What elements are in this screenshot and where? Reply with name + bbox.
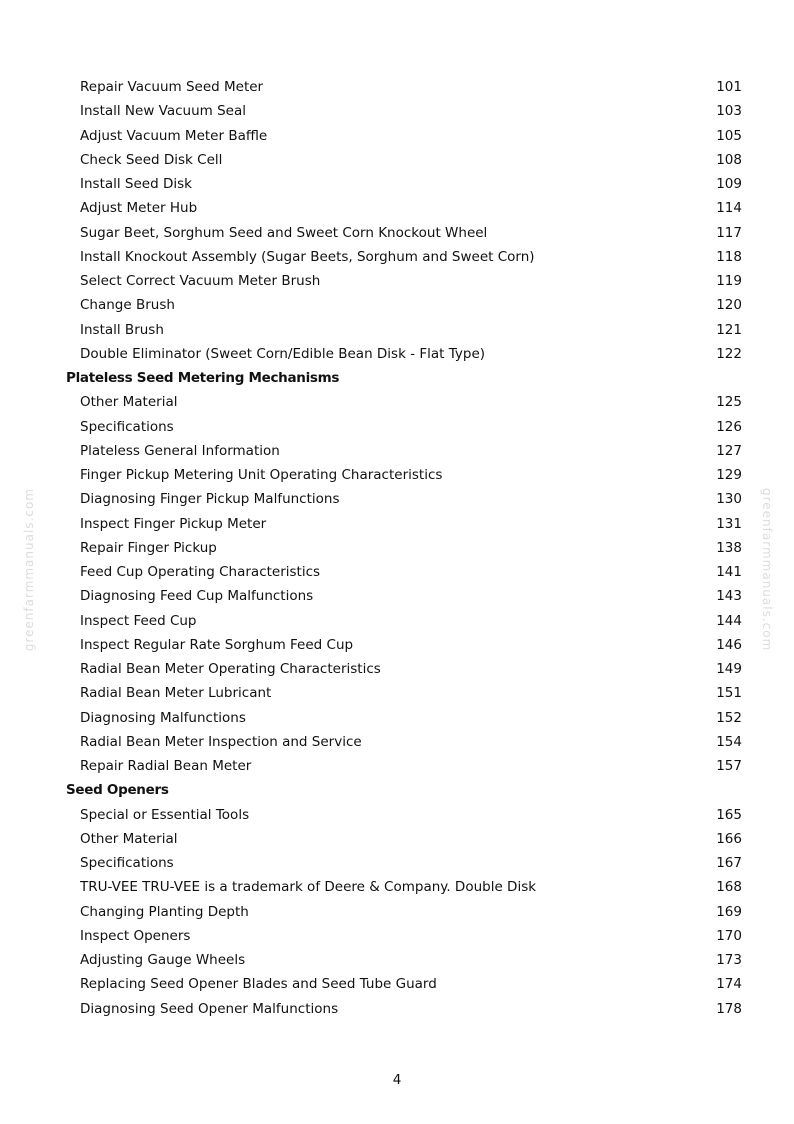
toc-entry-page: 126 (716, 418, 742, 435)
toc-entry-page: 127 (716, 442, 742, 459)
toc-entry-page: 169 (716, 903, 742, 920)
toc-entry (0, 318, 794, 342)
toc-entry-page: 144 (716, 612, 742, 629)
toc-entry (0, 827, 794, 851)
toc-entry-title: Diagnosing Malfunctions (80, 709, 246, 726)
toc-entry-title: Plateless General Information (80, 442, 280, 459)
toc-entry-title: Select Correct Vacuum Meter Brush (80, 273, 321, 289)
toc-entry (0, 706, 794, 730)
toc-entry (0, 124, 794, 148)
toc-entry-page: 165 (716, 806, 742, 823)
toc-entry-page: 178 (716, 1000, 742, 1017)
toc-entry-page: 149 (716, 661, 742, 677)
toc-entry-title: Inspect Openers (80, 927, 191, 944)
toc-entry-title: Radial Bean Meter Operating Characteristics (80, 661, 381, 677)
toc-entry-title: Repair Finger Pickup (80, 539, 217, 556)
toc-entry-title: Install Seed Disk (80, 176, 192, 192)
toc-entry-title: Double Eliminator (Sweet Corn/Edible Bean Disk - Flat Type) (80, 345, 486, 362)
toc-entry-page: 125 (716, 394, 742, 411)
toc-entry-title: Other Material (80, 394, 178, 411)
toc-entry-title: Diagnosing Feed Cup Malfunctions (80, 588, 314, 605)
toc-entry (0, 803, 794, 827)
toc-entry-page: 109 (716, 176, 742, 192)
toc-entry-page: 121 (716, 321, 742, 338)
toc-entry (0, 148, 794, 172)
toc-entry (0, 972, 794, 996)
toc-entry (0, 924, 794, 948)
toc-entry (0, 390, 794, 414)
toc-entry-title: Repair Radial Bean Meter (80, 758, 252, 774)
toc-entry-title: Install Brush (80, 321, 164, 338)
toc-entry-title: Inspect Finger Pickup Meter (80, 515, 267, 532)
toc-entry (0, 245, 794, 269)
toc-entry-page: 157 (716, 758, 742, 774)
toc-entry (0, 851, 794, 875)
watermark-left: greenfarmmanuals.com (22, 488, 36, 652)
toc-entry-page: 118 (716, 248, 742, 265)
toc-entry-title: Sugar Beet, Sorghum Seed and Sweet Corn Knockout Wheel (80, 224, 488, 241)
toc-entry-page: 174 (716, 976, 742, 993)
toc-entry-title: Special or Essential Tools (80, 806, 250, 823)
toc-entry (0, 633, 794, 657)
toc-entry-page: 141 (716, 564, 742, 580)
toc-entry-page: 154 (716, 733, 742, 750)
toc-entry-page: 101 (716, 79, 742, 95)
toc-entry-title: Change Brush (80, 297, 175, 314)
toc-entry-title: Radial Bean Meter Inspection and Service (80, 733, 362, 750)
page-number: 4 (392, 1072, 402, 1088)
toc-entry (0, 75, 794, 99)
toc-entry (0, 657, 794, 681)
toc-entry (0, 875, 794, 899)
toc-entry-title: Diagnosing Seed Opener Malfunctions (80, 1000, 339, 1017)
toc-entry-title: Inspect Regular Rate Sorghum Feed Cup (80, 636, 354, 653)
toc-entry (0, 439, 794, 463)
table-of-contents (0, 75, 794, 1021)
toc-entry-title: Finger Pickup Metering Unit Operating Characteristics (80, 467, 443, 483)
toc-entry (0, 487, 794, 511)
toc-entry-page: 105 (716, 127, 742, 144)
toc-entry-title: TRU-VEE TRU-VEE is a trademark of Deere & Company. Double Disk (80, 879, 537, 896)
toc-entry (0, 342, 794, 366)
toc-entry (0, 536, 794, 560)
toc-entry-page: 114 (716, 200, 742, 217)
toc-section-heading (0, 778, 794, 802)
toc-entry-title: Changing Planting Depth (80, 903, 249, 920)
toc-entry-page: 103 (716, 103, 742, 120)
toc-entry-title: Check Seed Disk Cell (80, 151, 223, 168)
toc-entry-page: 129 (716, 467, 742, 483)
toc-entry-page: 151 (716, 685, 742, 702)
toc-entry (0, 293, 794, 317)
toc-entry (0, 997, 794, 1021)
toc-entry-page: 143 (716, 588, 742, 605)
toc-entry (0, 681, 794, 705)
toc-entry-page: 170 (716, 927, 742, 944)
toc-entry-page: 119 (716, 273, 742, 289)
toc-entry (0, 196, 794, 220)
toc-entry (0, 948, 794, 972)
toc-entry (0, 730, 794, 754)
toc-entry-page: 108 (716, 151, 742, 168)
toc-entry-title: Radial Bean Meter Lubricant (80, 685, 272, 702)
toc-entry-page: 167 (716, 855, 742, 871)
toc-entry (0, 900, 794, 924)
toc-entry-title: Replacing Seed Opener Blades and Seed Tube Guard (80, 976, 437, 993)
toc-entry (0, 99, 794, 123)
toc-entry-title: Diagnosing Finger Pickup Malfunctions (80, 491, 340, 508)
toc-entry-title: Specifications (80, 855, 174, 871)
toc-entry (0, 584, 794, 608)
toc-entry-page: 168 (716, 879, 742, 896)
toc-entry (0, 754, 794, 778)
toc-entry-title: Specifications (80, 418, 174, 435)
toc-entry-title: Adjusting Gauge Wheels (80, 952, 246, 968)
toc-entry-page: 130 (716, 491, 742, 508)
toc-entry-page: 122 (716, 345, 742, 362)
toc-entry-title: Seed Openers (66, 782, 169, 799)
toc-entry (0, 415, 794, 439)
toc-entry-page: 120 (716, 297, 742, 314)
toc-entry-page: 152 (716, 709, 742, 726)
toc-entry (0, 269, 794, 293)
toc-section-heading (0, 366, 794, 390)
toc-entry-page: 173 (716, 952, 742, 968)
watermark-right: greenfarmmanuals.com (760, 488, 774, 652)
toc-entry (0, 560, 794, 584)
toc-entry (0, 609, 794, 633)
toc-entry-page: 138 (716, 539, 742, 556)
toc-entry (0, 221, 794, 245)
toc-entry (0, 172, 794, 196)
toc-entry (0, 512, 794, 536)
toc-entry-title: Plateless Seed Metering Mechanisms (66, 370, 340, 386)
toc-entry-title: Repair Vacuum Seed Meter (80, 79, 264, 95)
toc-entry-title: Install Knockout Assembly (Sugar Beets, Sorghum and Sweet Corn) (80, 248, 535, 265)
toc-entry-page: 131 (716, 515, 742, 532)
toc-entry-page: 166 (716, 830, 742, 847)
toc-entry-title: Other Material (80, 830, 178, 847)
toc-entry-title: Feed Cup Operating Characteristics (80, 564, 321, 580)
toc-entry-title: Adjust Meter Hub (80, 200, 198, 217)
toc-entry-page: 146 (716, 636, 742, 653)
toc-entry-title: Install New Vacuum Seal (80, 103, 247, 120)
toc-entry-title: Adjust Vacuum Meter Baffle (80, 127, 268, 144)
toc-entry-title: Inspect Feed Cup (80, 612, 197, 629)
toc-entry-page: 117 (716, 224, 742, 241)
toc-entry (0, 463, 794, 487)
